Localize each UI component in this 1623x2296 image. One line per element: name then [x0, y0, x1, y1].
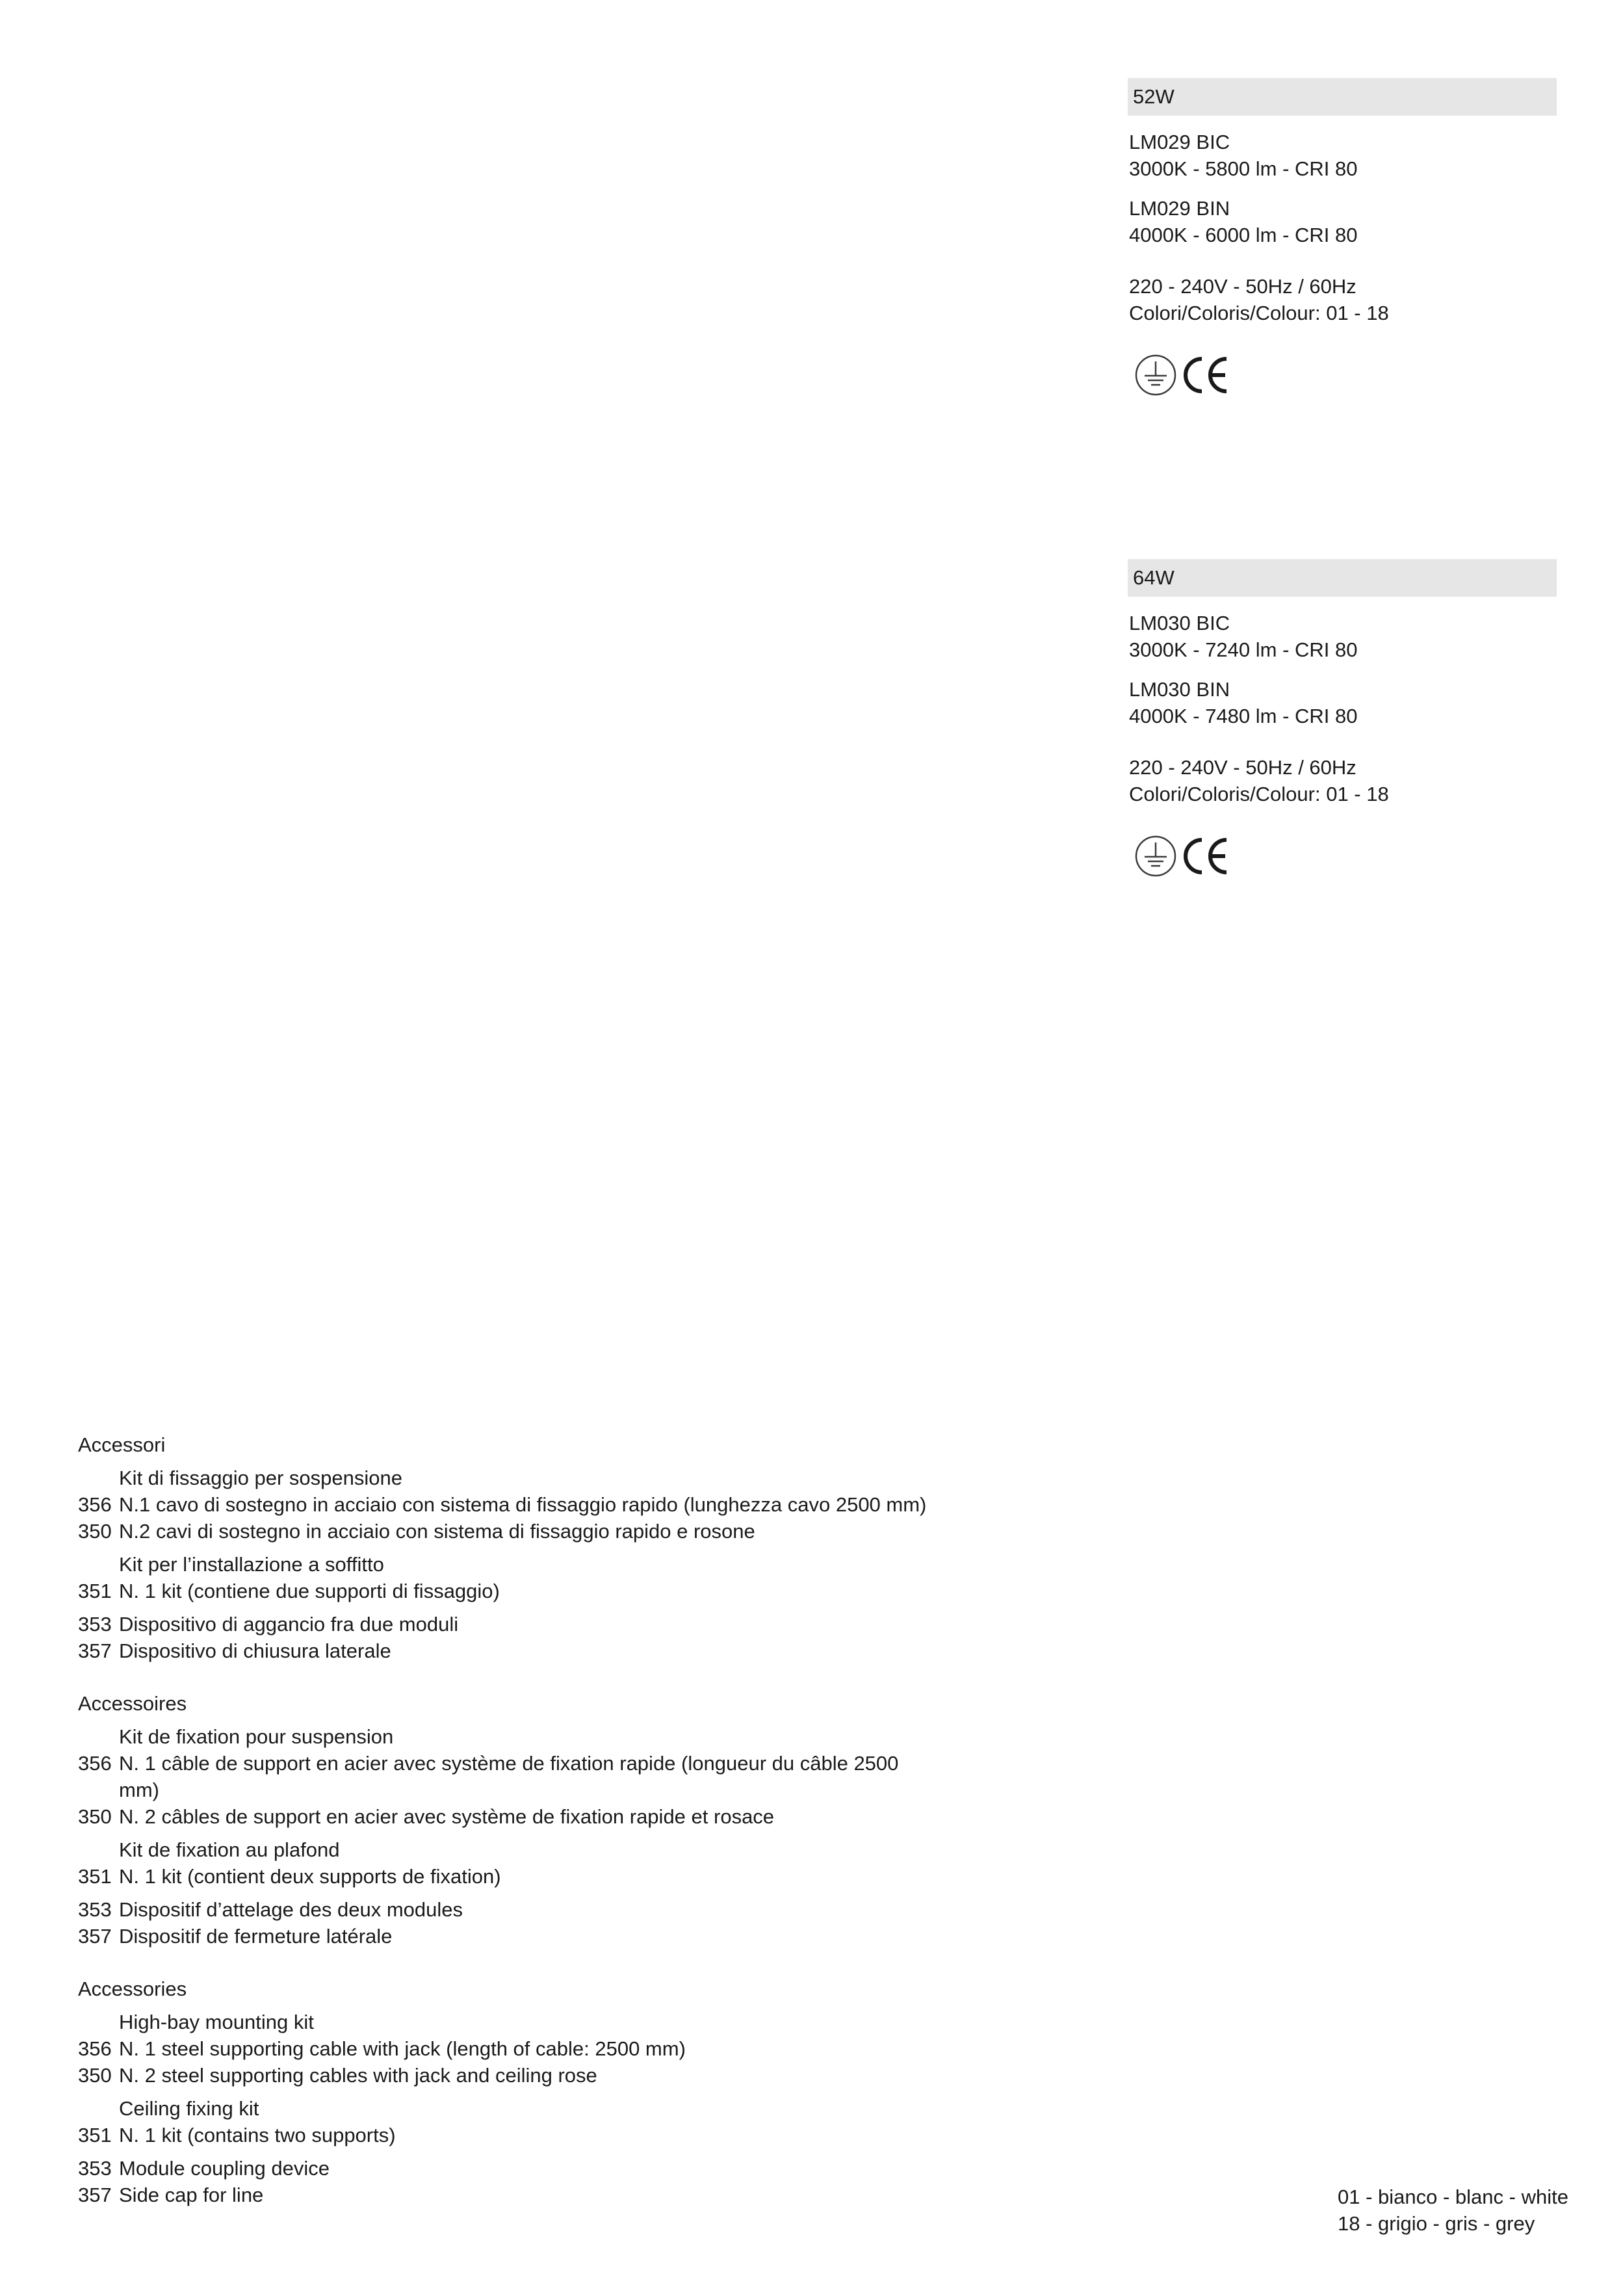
model-details: 3000K - 5800 lm - CRI 80: [1129, 157, 1358, 180]
model-details: 4000K - 6000 lm - CRI 80: [1129, 224, 1358, 246]
item-code: 351: [78, 1865, 112, 1888]
kit-heading: Kit di fissaggio per sospensione: [119, 1467, 402, 1489]
accessory-item: [78, 2182, 936, 2208]
accessory-item: [78, 1491, 936, 1518]
accessories-section-it: [78, 1431, 936, 1664]
electrical-info: [1128, 273, 1557, 326]
item-text: Dispositif de fermeture latérale: [119, 1925, 393, 1948]
model-code: LM029 BIC: [1129, 131, 1230, 153]
accessory-item: [78, 1578, 936, 1604]
item-text: N. 2 câbles de support en acier avec système de fixation rapide et rosace: [119, 1805, 775, 1828]
certification-marks: [1134, 352, 1557, 398]
accessory-item: [78, 2155, 936, 2182]
voltage-text: 220 - 240V - 50Hz / 60Hz: [1129, 275, 1357, 298]
accessory-item: [78, 1750, 936, 1803]
kit-heading: Ceiling fixing kit: [119, 2097, 259, 2120]
spec-block-52w: [1128, 78, 1557, 398]
earth-ground-icon: [1134, 835, 1177, 878]
section-title: Accessories: [78, 1977, 187, 2000]
item-code: 356: [78, 1752, 112, 1775]
item-text: N. 1 câble de support en acier avec système de fixation rapide (longueur du câble 2500 mm): [119, 1752, 899, 1801]
model-group: [1128, 129, 1557, 182]
item-code: 356: [78, 1493, 112, 1516]
colour-legend-item: 18 - grigio - gris - grey: [1338, 2212, 1535, 2235]
accessories-list: [78, 1431, 936, 2234]
model-code: LM030 BIN: [1129, 678, 1230, 701]
item-code: 357: [78, 1925, 112, 1948]
item-code: 356: [78, 2037, 112, 2060]
item-text: Module coupling device: [119, 2157, 330, 2180]
model-details: 3000K - 7240 lm - CRI 80: [1129, 638, 1358, 661]
item-code: 353: [78, 2157, 112, 2180]
accessory-item: [78, 1803, 936, 1830]
model-details: 4000K - 7480 lm - CRI 80: [1129, 705, 1358, 727]
kit-heading: Kit de fixation pour suspension: [119, 1725, 394, 1748]
voltage-text: 220 - 240V - 50Hz / 60Hz: [1129, 756, 1357, 779]
item-text: N. 1 kit (contiene due supporti di fissaggio): [119, 1580, 500, 1602]
model-group: [1128, 195, 1557, 248]
colour-legend: [1338, 2184, 1568, 2237]
item-code: 353: [78, 1898, 112, 1921]
model-code: LM030 BIC: [1129, 612, 1230, 634]
accessory-item: [78, 1518, 936, 1545]
accessory-item: [78, 1923, 936, 1950]
model-group: [1128, 610, 1557, 663]
item-text: N. 1 steel supporting cable with jack (length of cable: 2500 mm): [119, 2037, 686, 2060]
item-text: N. 2 steel supporting cables with jack and ceiling rose: [119, 2064, 597, 2087]
accessory-item: [78, 1863, 936, 1890]
accessory-item: [78, 1611, 936, 1637]
kit-heading: Kit per l’installazione a soffitto: [119, 1553, 384, 1576]
ce-mark-icon: [1181, 354, 1230, 397]
item-text: Side cap for line: [119, 2184, 264, 2206]
electrical-info: [1128, 754, 1557, 807]
item-text: Dispositif d’attelage des deux modules: [119, 1898, 463, 1921]
section-title: Accessoires: [78, 1692, 187, 1715]
earth-ground-icon: [1134, 354, 1177, 397]
item-code: 350: [78, 2064, 112, 2087]
item-code: 350: [78, 1520, 112, 1543]
colour-legend-item: 01 - bianco - blanc - white: [1338, 2185, 1568, 2208]
accessories-section-fr: [78, 1690, 936, 1950]
item-code: 353: [78, 1613, 112, 1636]
power-header: 64W: [1128, 559, 1557, 597]
colours-text: Colori/Coloris/Colour: 01 - 18: [1129, 783, 1389, 805]
model-group: [1128, 676, 1557, 729]
item-code: 351: [78, 2124, 112, 2146]
accessory-item: [78, 1637, 936, 1664]
item-text: Dispositivo di aggancio fra due moduli: [119, 1613, 459, 1636]
model-code: LM029 BIN: [1129, 197, 1230, 220]
item-text: N.2 cavi di sostegno in acciaio con sistema di fissaggio rapido e rosone: [119, 1520, 755, 1543]
accessory-item: [78, 2062, 936, 2089]
ce-mark-icon: [1181, 835, 1230, 878]
item-code: 351: [78, 1580, 112, 1602]
item-code: 357: [78, 1639, 112, 1662]
item-code: 350: [78, 1805, 112, 1828]
spec-block-64w: [1128, 559, 1557, 879]
item-text: N.1 cavo di sostegno in acciaio con sistema di fissaggio rapido (lunghezza cavo 2500 mm): [119, 1493, 927, 1516]
power-header: 52W: [1128, 78, 1557, 116]
colours-text: Colori/Coloris/Colour: 01 - 18: [1129, 302, 1389, 324]
item-text: N. 1 kit (contient deux supports de fixation): [119, 1865, 501, 1888]
accessory-item: [78, 1896, 936, 1923]
accessories-section-en: [78, 1976, 936, 2208]
kit-heading: High-bay mounting kit: [119, 2011, 314, 2033]
accessory-item: [78, 2122, 936, 2148]
item-text: N. 1 kit (contains two supports): [119, 2124, 396, 2146]
kit-heading: Kit de fixation au plafond: [119, 1838, 340, 1861]
item-code: 357: [78, 2184, 112, 2206]
section-title: Accessori: [78, 1433, 166, 1456]
accessory-item: [78, 2035, 936, 2062]
certification-marks: [1134, 833, 1557, 879]
item-text: Dispositivo di chiusura laterale: [119, 1639, 391, 1662]
